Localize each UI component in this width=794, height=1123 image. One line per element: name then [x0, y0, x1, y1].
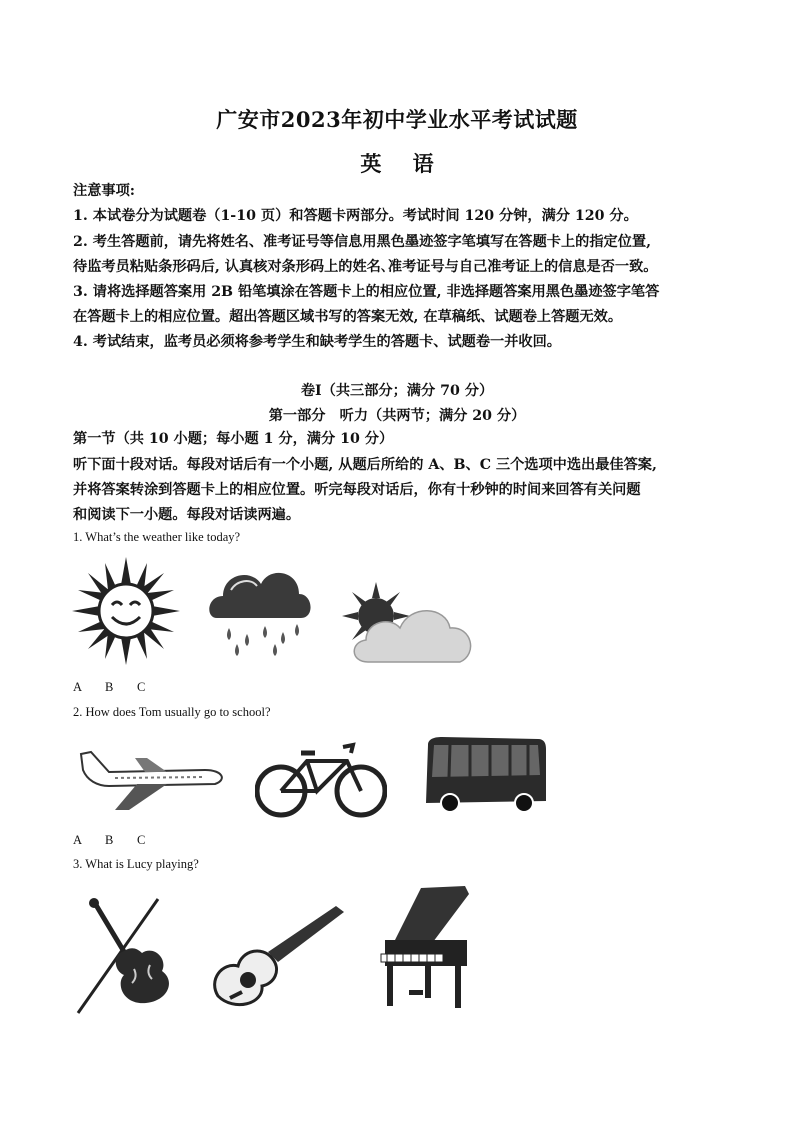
option-b-label: B: [105, 833, 114, 847]
notice-line: 3. 请将选择题答案用 2B 铅笔填涂在答题卡上的相应位置, 非选择题答案用黑色墨迹签字笔答: [73, 284, 660, 300]
sunny-icon: [70, 555, 182, 667]
instruction-line: 听下面十段对话。每段对话后有一个小题, 从题后所给的 A、B、C 三个选项中选出最佳答案,: [73, 457, 657, 473]
notice-line: 待监考员粘贴条形码后, 认真核对条形码上的姓名､准考证号与自己准考证上的信息是否一致。: [73, 259, 658, 275]
violin-icon: [72, 895, 184, 1017]
option-c-label: C: [137, 833, 146, 847]
option-a-label: A: [73, 833, 83, 847]
notice-line: 在答题卡上的相应位置。超出答题区域书写的答案无效, 在草稿纸、试题卷上答题无效。: [73, 309, 623, 325]
volume-heading: 卷Ⅰ（共三部分；满分 70 分）: [300, 383, 494, 399]
rainy-cloud-icon: [207, 560, 315, 660]
airplane-icon: [75, 740, 227, 812]
part-heading: 第一部分 听力（共两节；满分 20 分）: [268, 408, 526, 424]
question-1-options: [73, 680, 169, 695]
page-title: 广安市2023年初中学业水平考试试题: [216, 107, 578, 132]
bus-icon: [420, 735, 548, 815]
option-c-label: C: [137, 680, 146, 694]
question-1-text: 1. What’s the weather like today?: [73, 530, 241, 544]
instruction-line: 和阅读下一小题。每段对话读两遍。: [73, 507, 301, 523]
piano-icon: [375, 880, 475, 1012]
notice-line: 4. 考试结束，监考员必须将参考学生和缺考学生的答题卡、试题卷一并收回。: [73, 334, 561, 350]
sun-and-cloud-icon: [340, 580, 478, 666]
notice-heading: 注意事项:: [73, 183, 135, 199]
option-b-label: B: [105, 680, 114, 694]
subject-title: 英 语: [360, 151, 434, 176]
option-a-label: A: [73, 680, 83, 694]
notice-line: 1. 本试卷分为试题卷（1-10 页）和答题卡两部分。考试时间 120 分钟，满分 120 分。: [73, 208, 638, 224]
notice-line: 2. 考生答题前，请先将姓名、准考证号等信息用黑色墨迹签字笔填写在答题卡上的指定位置,: [73, 234, 652, 250]
subsection-heading: 第一节（共 10 小题；每小题 1 分，满分 10 分）: [73, 431, 394, 447]
bicycle-icon: [255, 735, 387, 819]
question-2-options: [73, 833, 169, 848]
guitar-icon: [208, 900, 348, 1012]
question-3-text: 3. What is Lucy playing?: [73, 857, 199, 871]
question-2-text: 2. How does Tom usually go to school?: [73, 705, 271, 719]
instruction-line: 并将答案转涂到答题卡上的相应位置。听完每段对话后，你有十秒钟的时间来回答有关问题: [73, 482, 641, 498]
